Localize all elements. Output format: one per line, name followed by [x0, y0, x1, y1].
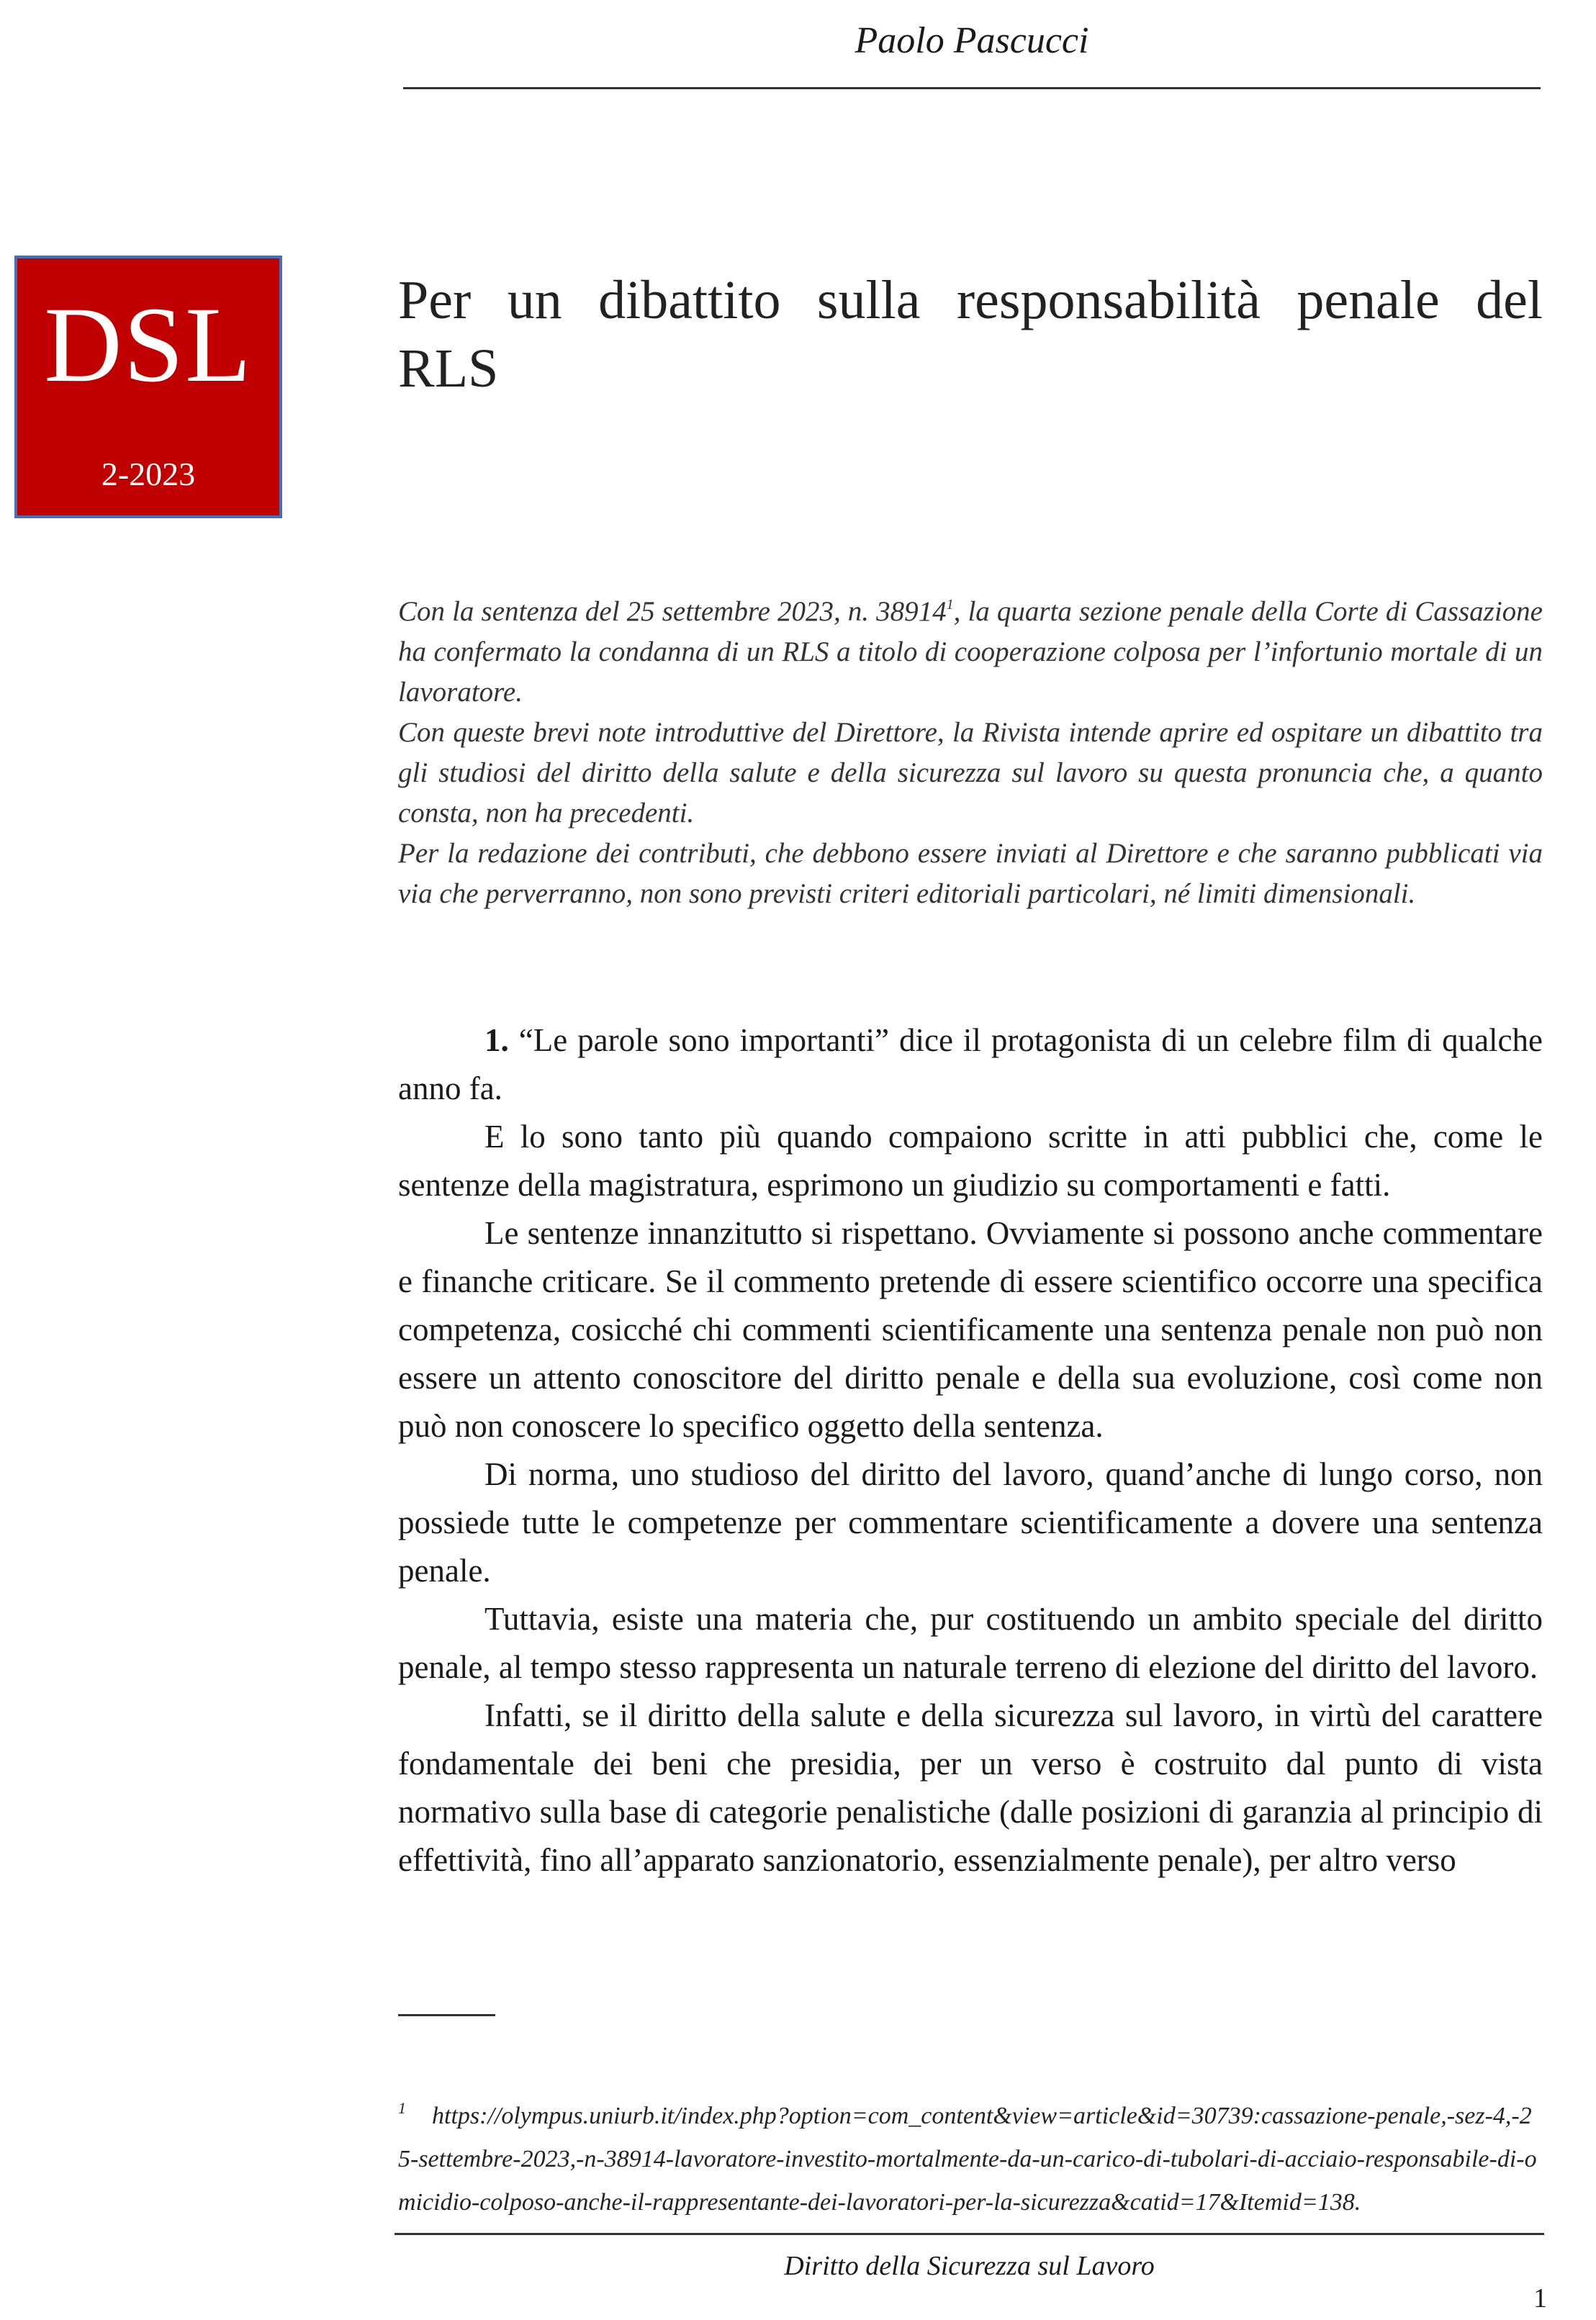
abstract-text: , la quarta sezione penale della Corte di Cassazione ha confermato la condanna di un RLS a titolo di cooperazione colposa per l’infortunio mortale di un lavoratore.	[398, 596, 1543, 708]
footnote-link[interactable]: https://olympus.uniurb.it/index.php?option=com_content&view=article&id=30739:cassazione-penale,-sez-4,-25-settembre-2023,-n-38914-lavoratore-investito-mortalmente-da-un-carico-di-tubolari-di-acciaio-responsabile-di-omicidio-colposo-anche-il-rappresentante-dei-lavoratori-per-la-sicurezza&catid=17&Itemid=138.	[398, 2103, 1537, 2216]
body-paragraph: E lo sono tanto più quando compaiono scritte in atti pubblici che, come le sentenze della magistratura, esprimono un giudizio su comportamenti e fatti.	[398, 1119, 1543, 1203]
body-paragraph	[398, 1016, 1543, 1113]
abstract-paragraph: Con queste brevi note introduttive del Direttore, la Rivista intende aprire ed ospitare un dibattito tra gli studiosi del diritto della salute e della sicurezza sul lavoro su questa pronuncia che, a quanto consta, non ha precedenti.	[398, 717, 1543, 829]
body-paragraph: Di norma, uno studioso del diritto del lavoro, quand’anche di lungo corso, non possiede tutte le competenze per commentare scientificamente a dovere una sentenza penale.	[398, 1456, 1543, 1589]
footer-journal-name: Diritto della Sicurezza sul Lavoro	[784, 2251, 1155, 2281]
abstract-paragraph	[398, 592, 1543, 713]
section-number: 1.	[484, 1022, 509, 1058]
abstract-paragraph: Per la redazione dei contributi, che debbono essere inviati al Direttore e che saranno pubblicati via via che perverranno, non sono previsti criteri editoriali particolari, né limiti dimensionali.	[398, 838, 1543, 909]
page-number: 1	[1533, 2283, 1547, 2314]
footnote-separator	[398, 2014, 495, 2016]
logo-mark: DSL	[44, 285, 253, 405]
body-paragraph: Le sentenze innanzitutto si rispettano. Ovviamente si possono anche commentare e finanche criticare. Se il commento pretende di essere scientifico occorre una specifica competenza, cosicché chi commenti scientificamente una sentenza penale non può non essere un attento conoscitore del diritto penale e della sua evoluzione, così come non può non conoscere lo specifico oggetto della sentenza.	[398, 1215, 1543, 1444]
body-text: “Le parole sono importanti” dice il protagonista di un celebre film di qualche anno fa.	[398, 1022, 1543, 1106]
header-divider	[403, 87, 1541, 89]
article-abstract	[398, 592, 1543, 914]
body-paragraph: Tuttavia, esiste una materia che, pur costituendo un ambito speciale del diritto penale, al tempo stesso rappresenta un naturale terreno di elezione del diritto del lavoro.	[398, 1601, 1543, 1685]
footnote	[398, 2095, 1543, 2224]
journal-logo	[14, 256, 282, 518]
footnote-reference[interactable]: 1	[946, 597, 954, 613]
article-title: Per un dibattito sulla responsabilità penale del RLS	[398, 270, 1543, 399]
footnote-mark: 1	[398, 2099, 406, 2117]
body-paragraph: Infatti, se il diritto della salute e della sicurezza sul lavoro, in virtù del carattere fondamentale dei beni che presidia, per un verso è costruito dal punto di vista normativo sulla base di categorie penalistiche (dalle posizioni di garanzia al principio di effettività, fino all’apparato sanzionatorio, essenzialmente penale), per altro verso	[398, 1697, 1543, 1878]
running-header-author: Paolo Pascucci	[855, 20, 1089, 61]
article-body	[398, 1016, 1543, 1885]
footer-divider	[395, 2233, 1544, 2235]
abstract-text: Con la sentenza del 25 settembre 2023, n. 38914	[398, 596, 947, 627]
issue-number: 2-2023	[101, 456, 196, 492]
